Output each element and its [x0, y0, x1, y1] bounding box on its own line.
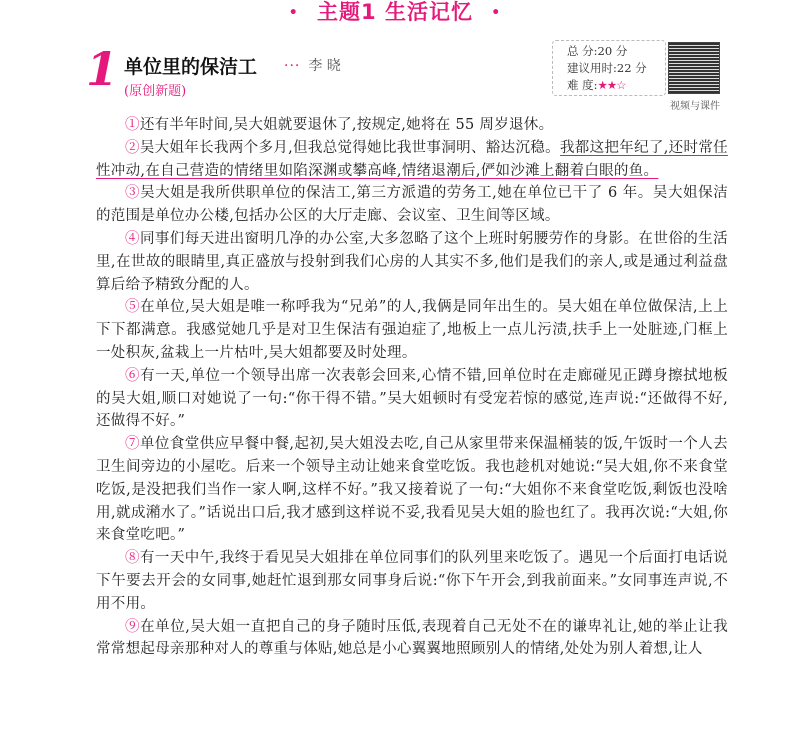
paragraph-5: [96, 296, 728, 364]
para-number: ①: [125, 117, 140, 133]
para-text: 有一天,单位一个领导出席一次表彰会回来,心情不错,回单位时在走廊碰见正蹲身擦拭地板的吴大姐,顺口对她说了一句:“你干得不错。”吴大姐顿时有受宠若惊的感觉,连声说:“还做得不好,还做得不好。”: [96, 367, 728, 430]
paragraph-4: [96, 228, 728, 296]
para-number: ⑧: [125, 550, 140, 567]
info-total-label: 总 分:: [567, 44, 598, 58]
para-text: 吴大姐年长我两个多月,但我总觉得她比我世事洞明、豁达沉稳。: [139, 139, 560, 156]
paragraph-8: [96, 547, 728, 615]
article-author: [284, 55, 341, 75]
para-text: 在单位,吴大姐是唯一称呼我为“兄弟”的人,我俩是同年出生的。吴大姐在单位做保洁,上上下下都满意。我感觉她几乎是对卫生保洁有强迫症了,地板上一点儿污渍,扶手上一处脏迹,门框上一处积灰,盆栽上一片枯叶,吴大姐都要及时处理。: [96, 299, 729, 361]
para-number: ④: [125, 230, 140, 247]
author-name: 李 晓: [308, 58, 341, 74]
info-time: [567, 60, 647, 76]
para-number: ②: [125, 139, 140, 156]
author-dots: ···: [284, 58, 301, 74]
qr-caption: 视频与课件: [670, 101, 720, 112]
info-time-label: 建议用时:: [567, 61, 617, 75]
paragraph-3: [96, 182, 728, 228]
article-number: 1: [86, 42, 119, 96]
header-dot-left: •: [288, 5, 299, 21]
paragraph-2: [96, 137, 728, 183]
paragraph-6: [96, 365, 728, 433]
info-time-value: 22 分: [616, 61, 647, 75]
difficulty-stars-icon: ★★☆: [597, 78, 626, 92]
theme-title: 主题1 生活记忆: [317, 0, 473, 24]
theme-header: [0, 0, 790, 26]
paragraph-9: [96, 616, 728, 662]
para-text: 单位食堂供应早餐中餐,起初,吴大姐没去吃,自己从家里带来保温桶装的饭,午饭时一个人去卫生间旁边的小屋吃。后来一个领导主动让她来食堂吃饭。我也趁机对她说:“吴大姐,你不来食堂吃饭,是没把我们当作一家人啊,这样不好。”我又接着说了一句:“大姐你不来食堂吃饭,剩饭也没啥用,就成潲水了。”话说出口后,我才感到这样说不妥,我看见吴大姐的脸也红了。我再次说:“大姐,你来食堂吃吧。”: [96, 436, 728, 544]
info-total-value: 20 分: [597, 44, 628, 58]
para-number: ⑥: [125, 367, 141, 384]
article-body: [96, 114, 728, 661]
info-total: [567, 43, 627, 59]
para-number: ③: [125, 185, 141, 202]
paragraph-1: [96, 114, 728, 137]
info-box: [552, 40, 666, 96]
article-title: 单位里的保洁工: [124, 56, 258, 78]
header-dot-right: •: [491, 5, 502, 21]
para-text: 在单位,吴大姐一直把自己的身子随时压低,表现着自己无处不在的谦卑礼让,她的举止让我常常想起母亲那种对人的尊重与体贴,她总是小心翼翼地照顾别人的情绪,处处为别人着想,让人: [96, 618, 728, 658]
para-text: 吴大姐是我所供职单位的保洁工,第三方派遣的劳务工,她在单位已干了 6 年。吴大姐保洁的范围是单位办公楼,包括办公区的大厅走廊、会议室、卫生间等区域。: [96, 185, 728, 225]
paragraph-7: [96, 433, 728, 547]
para-number: ⑨: [125, 618, 141, 635]
para-number: ⑤: [125, 299, 141, 316]
info-difficulty-label: 难 度:: [567, 78, 598, 92]
para-text: 同事们每天进出窗明几净的办公室,大多忽略了这个上班时躬腰劳作的身影。在世俗的生活里,在世故的眼睛里,真正盛放与投射到我们心房的人其实不多,他们是我们的亲人,或是通过利益盘算后给予精致分配的人。: [96, 230, 728, 293]
info-difficulty: [567, 77, 625, 93]
article-source: (原创新题): [124, 84, 187, 99]
para-text: 还有半年时间,吴大姐就要退休了,按规定,她将在 55 周岁退休。: [139, 117, 554, 133]
underlined-sentence: 我都这把年纪了,还时常任性冲动,在自己营造的情绪里如陷深渊或攀高峰,情绪退潮后,俨如沙滩上翻着白眼的鱼。: [96, 139, 728, 179]
qr-code-icon[interactable]: [668, 42, 720, 94]
para-text: 有一天中午,我终于看见吴大姐排在单位同事们的队列里来吃饭了。遇见一个后面打电话说下午要去开会的女同事,她赶忙退到那女同事身后说:“你下午开会,到我前面来。”女同事连声说,不用不用。: [96, 550, 728, 612]
para-number: ⑦: [125, 436, 140, 453]
